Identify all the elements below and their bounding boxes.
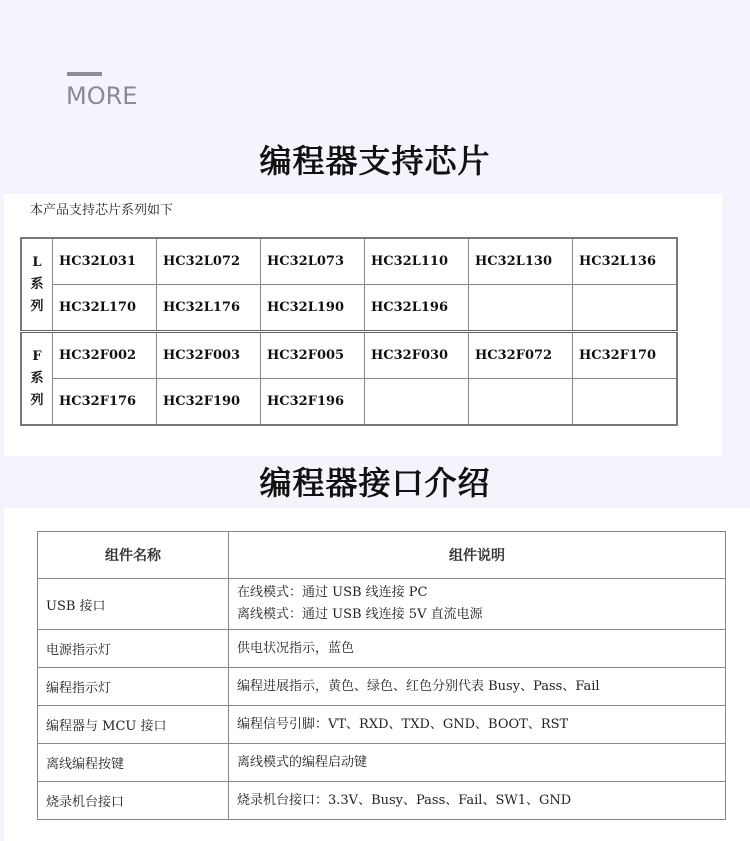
interface-desc-line: 在线模式：通过 USB 线连接 PC bbox=[237, 585, 428, 600]
chip-model-cell bbox=[573, 379, 678, 426]
chip-model-cell: HC32L136 bbox=[573, 238, 678, 285]
chip-model-cell: HC32F005 bbox=[261, 332, 365, 379]
interface-desc-line: 离线模式的编程启动键 bbox=[237, 754, 368, 770]
chip-model-cell: HC32F030 bbox=[365, 332, 469, 379]
chip-model-cell: HC32L072 bbox=[157, 238, 261, 285]
interface-component-name: 电源指示灯 bbox=[38, 630, 229, 668]
interface-component-desc bbox=[229, 744, 726, 782]
chip-series-label bbox=[21, 332, 53, 426]
chip-intro-text: 本产品支持芯片系列如下 bbox=[30, 203, 174, 218]
chip-model-cell: HC32F002 bbox=[53, 332, 157, 379]
chip-model-cell bbox=[573, 285, 678, 332]
chip-model-cell: HC32L073 bbox=[261, 238, 365, 285]
chip-row bbox=[21, 332, 677, 379]
chip-model-cell: HC32L170 bbox=[53, 285, 157, 332]
header-component-name: 组件名称 bbox=[38, 532, 229, 579]
chip-series-char: 系 bbox=[30, 370, 44, 386]
interface-panel bbox=[4, 508, 750, 841]
interface-component-name: 编程器与 MCU 接口 bbox=[38, 706, 229, 744]
chip-model-cell: HC32F196 bbox=[261, 379, 365, 426]
more-divider bbox=[67, 72, 102, 76]
interface-desc-line: 供电状况指示，蓝色 bbox=[237, 640, 355, 656]
chip-model-cell: HC32F190 bbox=[157, 379, 261, 426]
chip-model-cell: HC32F170 bbox=[573, 332, 678, 379]
chip-series-char: L bbox=[32, 254, 42, 270]
interface-table bbox=[37, 531, 726, 820]
chip-model-cell: HC32L110 bbox=[365, 238, 469, 285]
interface-component-desc bbox=[229, 630, 726, 668]
interface-component-desc bbox=[229, 782, 726, 820]
interface-component-name: USB 接口 bbox=[38, 579, 229, 630]
chip-model-cell: HC32L176 bbox=[157, 285, 261, 332]
chip-support-panel bbox=[4, 194, 722, 456]
interface-component-name: 离线编程按键 bbox=[38, 744, 229, 782]
more-label[interactable]: MORE bbox=[66, 82, 138, 110]
chip-series-char: F bbox=[32, 348, 42, 364]
interface-row bbox=[38, 782, 726, 820]
interface-desc-line: 烧录机台接口：3.3V、Busy、Pass、Fail、SW1、GND bbox=[237, 792, 572, 808]
section-title-supported-chips: 编程器支持芯片 bbox=[259, 142, 491, 180]
interface-desc-line: 编程进展指示，黄色、绿色、红色分别代表 Busy、Pass、Fail bbox=[237, 678, 600, 694]
interface-component-desc bbox=[229, 579, 726, 630]
chip-model-cell: HC32L031 bbox=[53, 238, 157, 285]
interface-desc-line: 编程信号引脚：VT、RXD、TXD、GND、BOOT、RST bbox=[237, 716, 569, 732]
header-component-desc: 组件说明 bbox=[229, 532, 726, 579]
chip-model-cell: HC32L190 bbox=[261, 285, 365, 332]
chip-row bbox=[21, 238, 677, 285]
chip-series-char: 系 bbox=[30, 276, 44, 292]
interface-row bbox=[38, 744, 726, 782]
chip-model-cell: HC32F072 bbox=[469, 332, 573, 379]
interface-row bbox=[38, 630, 726, 668]
interface-component-desc bbox=[229, 668, 726, 706]
chip-model-cell: HC32F176 bbox=[53, 379, 157, 426]
interface-component-desc bbox=[229, 706, 726, 744]
interface-row bbox=[38, 668, 726, 706]
interface-header-row bbox=[38, 532, 726, 579]
chip-model-cell: HC32F003 bbox=[157, 332, 261, 379]
chip-row bbox=[21, 285, 677, 332]
chip-series-char: 列 bbox=[30, 298, 44, 314]
interface-desc-line: 离线模式：通过 USB 线连接 5V 直流电源 bbox=[237, 607, 483, 622]
interface-row bbox=[38, 706, 726, 744]
chip-series-label bbox=[21, 238, 53, 332]
chip-model-cell bbox=[469, 379, 573, 426]
interface-component-name: 烧录机台接口 bbox=[38, 782, 229, 820]
interface-row bbox=[38, 579, 726, 630]
interface-component-name: 编程指示灯 bbox=[38, 668, 229, 706]
chip-model-cell bbox=[365, 379, 469, 426]
chip-table bbox=[20, 237, 678, 426]
section-title-interface: 编程器接口介绍 bbox=[259, 464, 491, 502]
chip-row bbox=[21, 379, 677, 426]
chip-model-cell: HC32L130 bbox=[469, 238, 573, 285]
chip-model-cell bbox=[469, 285, 573, 332]
chip-series-char: 列 bbox=[30, 392, 44, 408]
chip-model-cell: HC32L196 bbox=[365, 285, 469, 332]
